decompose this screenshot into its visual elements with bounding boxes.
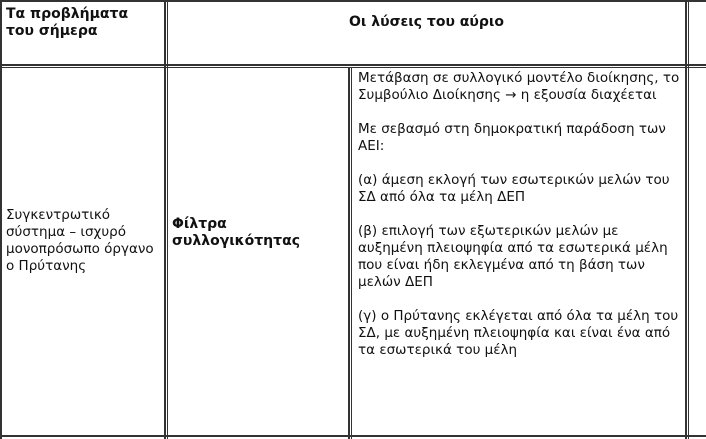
solution-paragraph: (γ) ο Πρύτανης εκλέγεται από όλα τα μέλη του ΣΔ, με αυξημένη πλειοψηφία και είναι ένα από τα εσωτερικά του μέλη — [358, 308, 679, 358]
solution-paragraph: Με σεβασμό στη δημοκρατική παράδοση των ΑΕΙ: — [358, 121, 666, 154]
solution-paragraph: (α) άμεση εκλογή των εσωτερικών μελών του ΣΔ από όλα τα μέλη ΔΕΠ — [358, 172, 670, 205]
column-divider-2 — [348, 67, 350, 439]
table-border-top — [0, 0, 706, 2]
table-border-left — [0, 0, 2, 439]
solutions-text — [358, 70, 683, 359]
table-border-right-inner — [688, 0, 689, 439]
column-divider-1 — [164, 0, 166, 439]
table-border-right — [685, 0, 687, 439]
solutions-header: Οι λύσεις του αύριο — [349, 14, 504, 30]
problems-header: Τα προβλήματα του σήμερα — [6, 6, 129, 39]
collectivity-filters-label: Φίλτρα συλλογικότητας — [172, 216, 301, 249]
solution-paragraph: Μετάβαση σε συλλογικό μοντέλο διοίκησης, το Συμβούλιο Διοίκησης → η εξουσία διαχέεται — [358, 70, 680, 103]
solution-paragraph: (β) επιλογή των εξωτερικών μελών με αυξημένη πλειοψηφία από τα εσωτερικά μέλη που είναι ήδη εκλεγμένα από τη βάση των μελών ΔΕΠ — [358, 223, 668, 290]
header-divider-inner — [0, 67, 706, 68]
problem-text: Συγκεντρωτικό σύστημα – ισχυρό μονοπρόσωπο όργανο ο Πρύτανης — [6, 207, 154, 274]
table-border-bottom — [0, 435, 706, 437]
header-divider — [0, 64, 706, 66]
column-divider-2-inner — [351, 67, 352, 439]
column-divider-1-inner — [167, 0, 168, 439]
